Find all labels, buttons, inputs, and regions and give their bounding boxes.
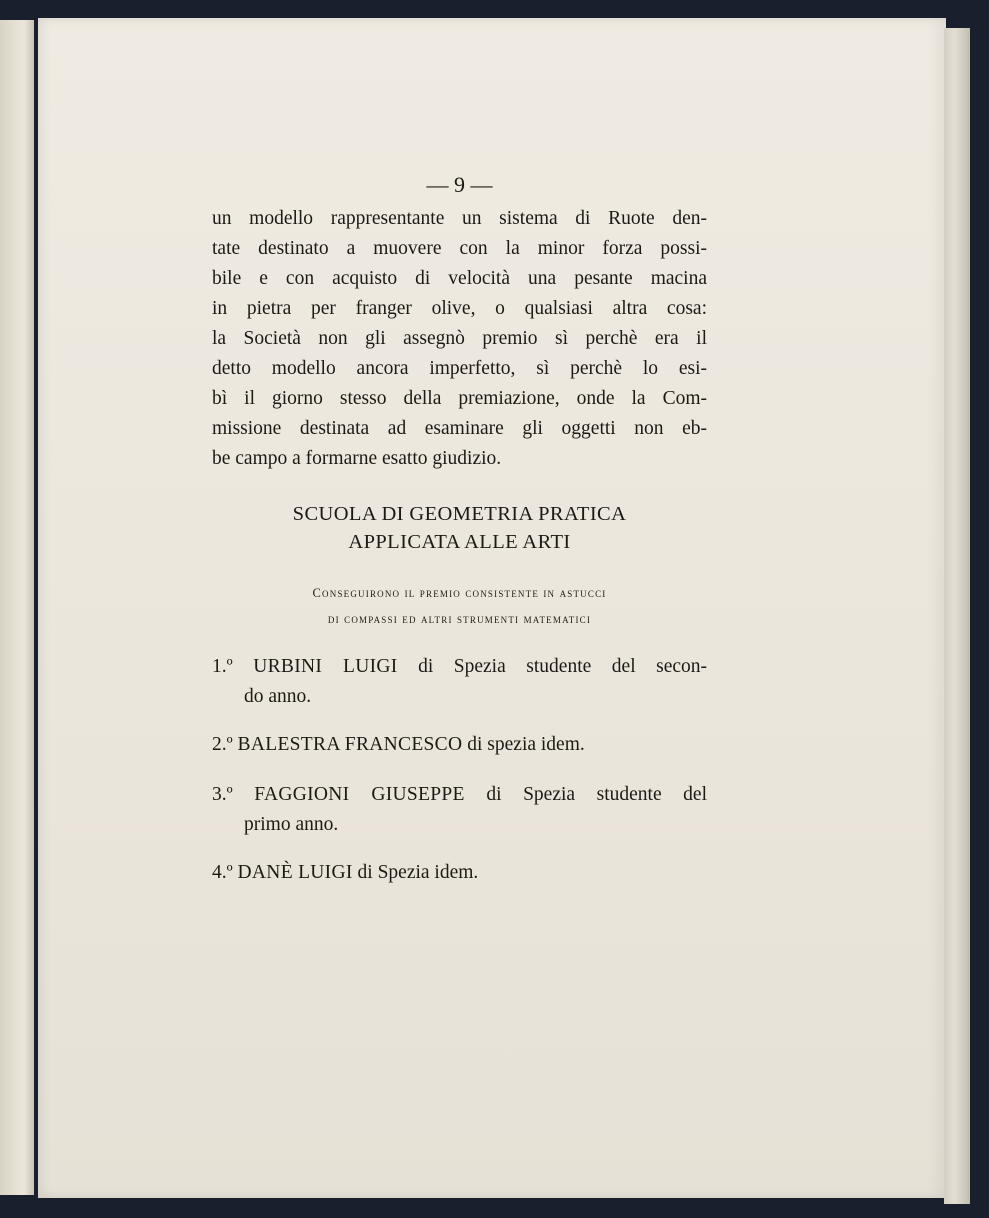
- winner-details-continued: primo anno.: [244, 814, 339, 835]
- winner-details-continued: do anno.: [244, 686, 312, 707]
- paragraph-line: la Società non gli assegnò premio sì perchè era il: [212, 328, 707, 349]
- paragraph-line: be campo a formarne esatto giudizio.: [212, 448, 502, 469]
- winner-details: di Spezia studente del secon-: [418, 656, 708, 677]
- winner-name: BALESTRA FRANCESCO: [237, 734, 463, 755]
- winner-entry-3: [212, 780, 707, 840]
- winner-entry-line: [212, 858, 707, 888]
- award-description-line-2: di compassi ed altri strumenti matematici: [327, 612, 592, 626]
- winner-details: di Spezia idem.: [357, 862, 479, 883]
- winner-entry-line: [212, 780, 707, 810]
- entry-number: 3.º: [212, 784, 233, 805]
- winner-entry-line: [212, 730, 707, 760]
- paragraph-line: bì il giorno stesso della premiazione, onde la Com-: [212, 388, 707, 409]
- winner-name: URBINI LUIGI: [253, 656, 398, 677]
- section-heading-line-1: SCUOLA DI GEOMETRIA PRATICA: [292, 503, 627, 525]
- paragraph-line: tate destinato a muovere con la minor forza possi-: [212, 238, 707, 259]
- winner-entry-line: [212, 652, 707, 682]
- page-number: — 9 —: [426, 172, 493, 197]
- paragraph-line: in pietra per franger olive, o qualsiasi altra cosa:: [212, 298, 707, 319]
- winner-entry-4: [212, 858, 707, 888]
- section-heading-line-2: APPLICATA ALLE ARTI: [348, 531, 571, 553]
- previous-page-edge: [0, 20, 34, 1195]
- body-paragraph: [212, 204, 707, 474]
- paragraph-line: detto modello ancora imperfetto, sì perchè lo esi-: [212, 358, 707, 379]
- winner-entry-1: [212, 652, 707, 712]
- paragraph-line: bile e con acquisto di velocità una pesante macina: [212, 268, 707, 289]
- winner-name: DANÈ LUIGI: [237, 862, 353, 883]
- winner-details: di spezia idem.: [467, 734, 585, 755]
- entry-number: 1.º: [212, 656, 233, 677]
- award-description-line-1: Conseguirono il premio consistente in astucci: [312, 586, 607, 600]
- winner-name: FAGGIONI GIUSEPPE: [254, 784, 465, 805]
- entry-number: 2.º: [212, 734, 233, 755]
- winner-entry-2: [212, 730, 707, 760]
- page-stack-edge: [944, 28, 970, 1204]
- paragraph-line: un modello rappresentante un sistema di Ruote den-: [212, 208, 707, 229]
- winner-details: di Spezia studente del: [486, 784, 708, 805]
- paragraph-line: missione destinata ad esaminare gli oggetti non eb-: [212, 418, 707, 439]
- entry-number: 4.º: [212, 862, 233, 883]
